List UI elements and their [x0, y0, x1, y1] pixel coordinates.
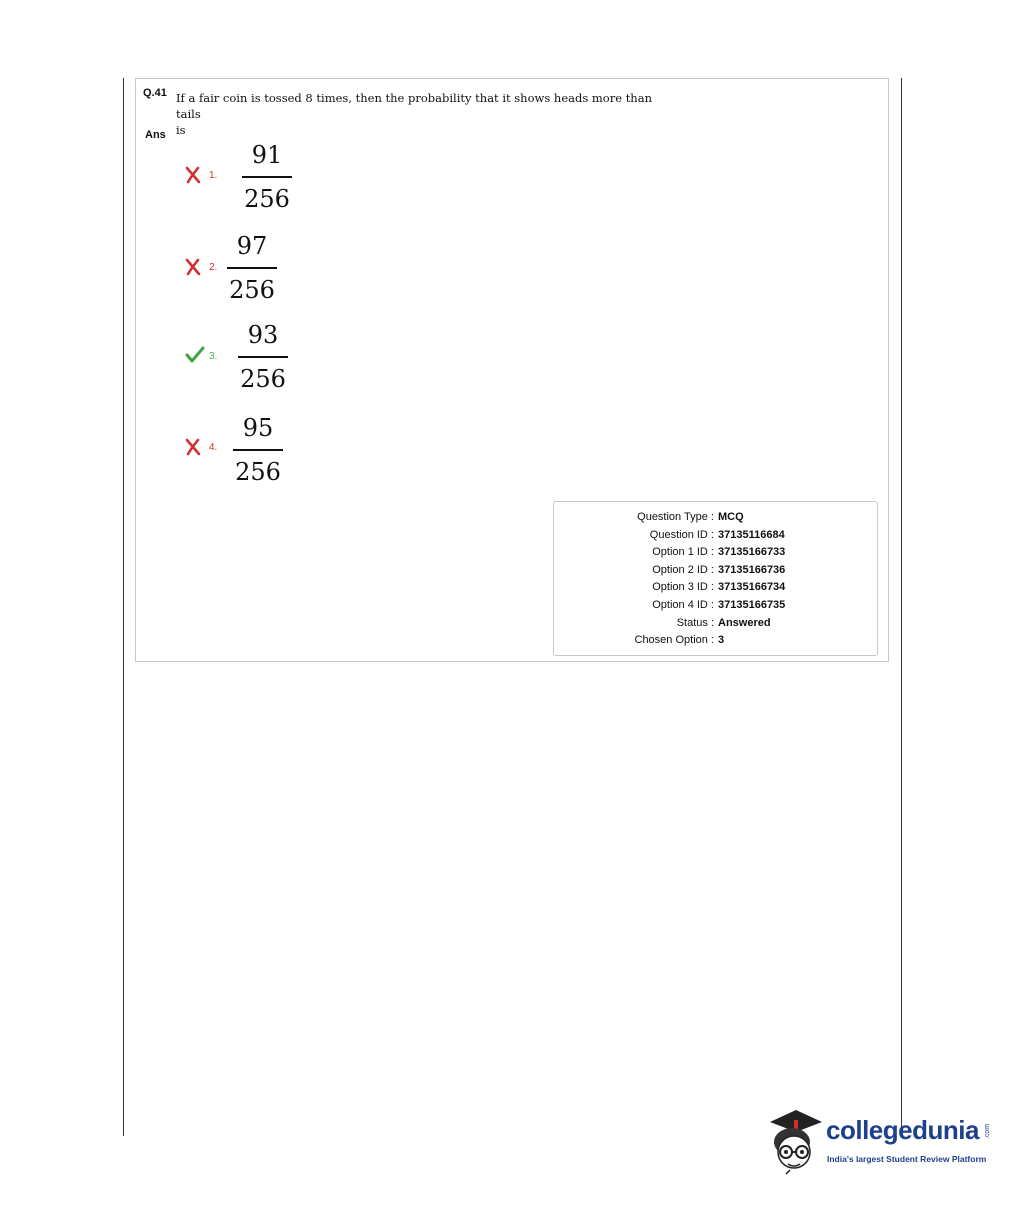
- fraction-denominator: 256: [240, 365, 286, 393]
- option-index: 2.: [209, 262, 218, 273]
- fraction-bar: [227, 267, 277, 269]
- fraction-numerator: 93: [247, 321, 279, 349]
- option-index: 4.: [209, 442, 218, 453]
- fraction-bar: [242, 176, 292, 178]
- info-label: Chosen Option :: [634, 634, 714, 646]
- fraction-numerator: 97: [236, 232, 268, 260]
- info-value: 3: [718, 634, 725, 646]
- info-value: 37135166736: [718, 564, 786, 576]
- info-label: Status :: [676, 617, 714, 629]
- mascot-icon: [766, 1104, 826, 1176]
- option-fraction: [238, 322, 288, 392]
- info-row-option-3-id: [553, 581, 878, 597]
- info-label: Question ID :: [649, 529, 714, 541]
- brand-domain: .com: [984, 1123, 992, 1140]
- info-row-option-1-id: [553, 546, 878, 562]
- brand-name: collegedunia: [826, 1115, 979, 1145]
- info-value: 37135116684: [718, 529, 785, 541]
- info-row-question-type: [553, 511, 878, 527]
- fraction-numerator: 91: [251, 141, 283, 169]
- info-label: Option 3 ID :: [652, 581, 714, 593]
- option-index: 3.: [209, 351, 218, 362]
- info-row-status: [553, 617, 878, 633]
- info-row-option-4-id: [553, 599, 878, 615]
- question-number: Q.41: [143, 87, 167, 99]
- option-index: 1.: [209, 170, 218, 181]
- info-value: 37135166735: [718, 599, 786, 611]
- info-row-chosen-option: [553, 634, 878, 650]
- info-value: Answered: [718, 617, 771, 629]
- cross-icon: [185, 438, 201, 456]
- brand-tagline: India's largest Student Review Platform: [827, 1154, 987, 1164]
- question-text-line-1: If a fair coin is tossed 8 times, then the probability that it shows heads more than tails: [176, 91, 652, 121]
- fraction-bar: [233, 449, 283, 451]
- info-label: Question Type :: [637, 511, 714, 523]
- info-value: 37135166733: [718, 546, 786, 558]
- info-row-question-id: [553, 529, 878, 545]
- info-label: Option 2 ID :: [652, 564, 714, 576]
- fraction-numerator: 95: [242, 414, 274, 442]
- info-row-option-2-id: [553, 564, 878, 580]
- page-left-rule: [123, 78, 124, 1136]
- fraction-denominator: 256: [235, 458, 281, 486]
- fraction-denominator: 256: [229, 276, 275, 304]
- fraction-bar: [238, 356, 288, 358]
- option-fraction: [233, 415, 283, 485]
- fraction-denominator: 256: [244, 185, 290, 213]
- option-fraction: [227, 233, 277, 303]
- info-label: Option 1 ID :: [652, 546, 714, 558]
- info-value: MCQ: [718, 511, 744, 523]
- question-text-line-2: is: [176, 123, 186, 137]
- answer-label: Ans: [145, 129, 166, 141]
- cross-icon: [185, 258, 201, 276]
- page-right-rule: [901, 78, 902, 1136]
- cross-icon: [185, 166, 201, 184]
- question-text: [176, 90, 676, 138]
- info-label: Option 4 ID :: [652, 599, 714, 611]
- info-value: 37135166734: [718, 581, 786, 593]
- check-icon: [185, 346, 205, 364]
- option-fraction: [242, 142, 292, 212]
